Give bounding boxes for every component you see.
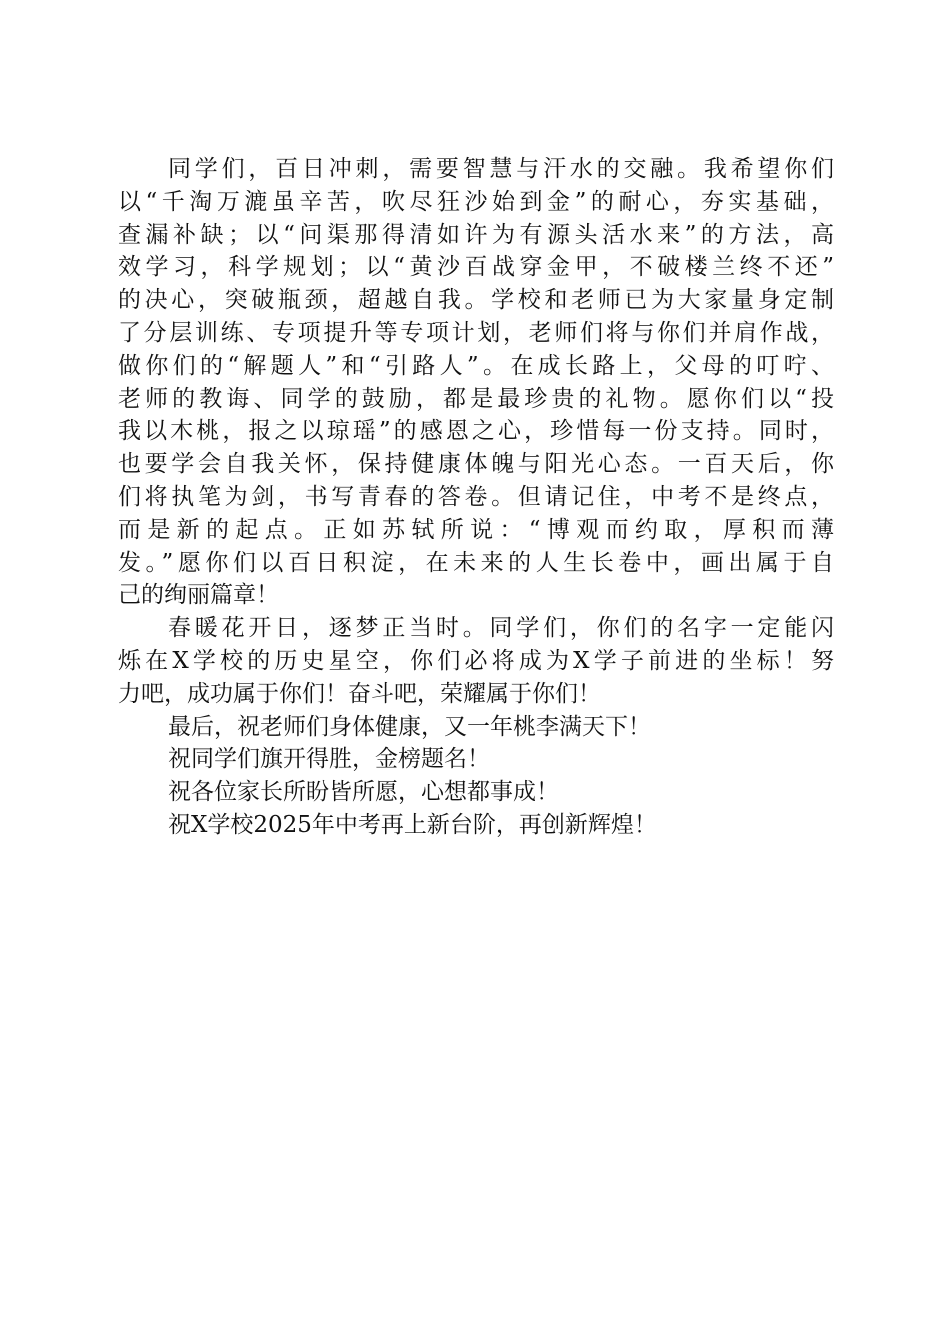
text-line: 我以木桃，报之以琼瑶”的感恩之心，珍惜每一份支持。同时， bbox=[118, 418, 834, 445]
document-body bbox=[118, 153, 834, 842]
text-line: 查漏补缺；以“问渠那得清如许为有源头活水来”的方法，高 bbox=[118, 221, 834, 248]
text-line: 己的绚丽篇章！ bbox=[118, 582, 279, 609]
text-line: 效学习，科学规划；以“黄沙百战穿金甲，不破楼兰终不还” bbox=[118, 254, 834, 281]
paragraph bbox=[118, 711, 834, 744]
paragraph bbox=[118, 612, 834, 710]
text-line: 了分层训练、专项提升等专项计划，老师们将与你们并肩作战， bbox=[118, 319, 834, 346]
paragraph bbox=[118, 809, 834, 842]
text-line: 以“千淘万漉虽辛苦，吹尽狂沙始到金”的耐心，夯实基础， bbox=[118, 188, 834, 215]
text-line: 最后，祝老师们身体健康，又一年桃李满天下！ bbox=[168, 713, 651, 740]
text-line: 烁在X学校的历史星空，你们必将成为X学子前进的坐标！努 bbox=[118, 647, 834, 674]
paragraph bbox=[118, 776, 834, 809]
paragraph bbox=[118, 153, 834, 612]
text-line: 祝同学们旗开得胜，金榜题名！ bbox=[168, 746, 490, 773]
text-line: 发。”愿你们以百日积淀，在未来的人生长卷中，画出属于自 bbox=[118, 549, 834, 576]
text-line: 春暖花开日，逐梦正当时。同学们，你们的名字一定能闪 bbox=[168, 615, 834, 642]
text-line: 祝X学校2025年中考再上新台阶，再创新辉煌！ bbox=[168, 811, 657, 838]
text-line: 也要学会自我关怀，保持健康体魄与阳光心态。一百天后，你 bbox=[118, 451, 834, 478]
text-line: 的决心，突破瓶颈，超越自我。学校和老师已为大家量身定制 bbox=[118, 287, 834, 314]
text-line: 老师的教诲、同学的鼓励，都是最珍贵的礼物。愿你们以“投 bbox=[118, 385, 834, 412]
text-line: 们将执笔为剑，书写青春的答卷。但请记住，中考不是终点， bbox=[118, 483, 834, 510]
text-line: 力吧，成功属于你们！奋斗吧，荣耀属于你们！ bbox=[118, 680, 601, 707]
text-line: 同学们，百日冲刺，需要智慧与汗水的交融。我希望你们 bbox=[168, 156, 834, 182]
text-line: 做你们的“解题人”和“引路人”。在成长路上，父母的叮咛、 bbox=[118, 352, 834, 379]
text-line: 而是新的起点。正如苏轼所说：“博观而约取，厚积而薄 bbox=[118, 516, 834, 543]
text-line: 祝各位家长所盼皆所愿，心想都事成！ bbox=[168, 779, 559, 806]
paragraph bbox=[118, 743, 834, 776]
